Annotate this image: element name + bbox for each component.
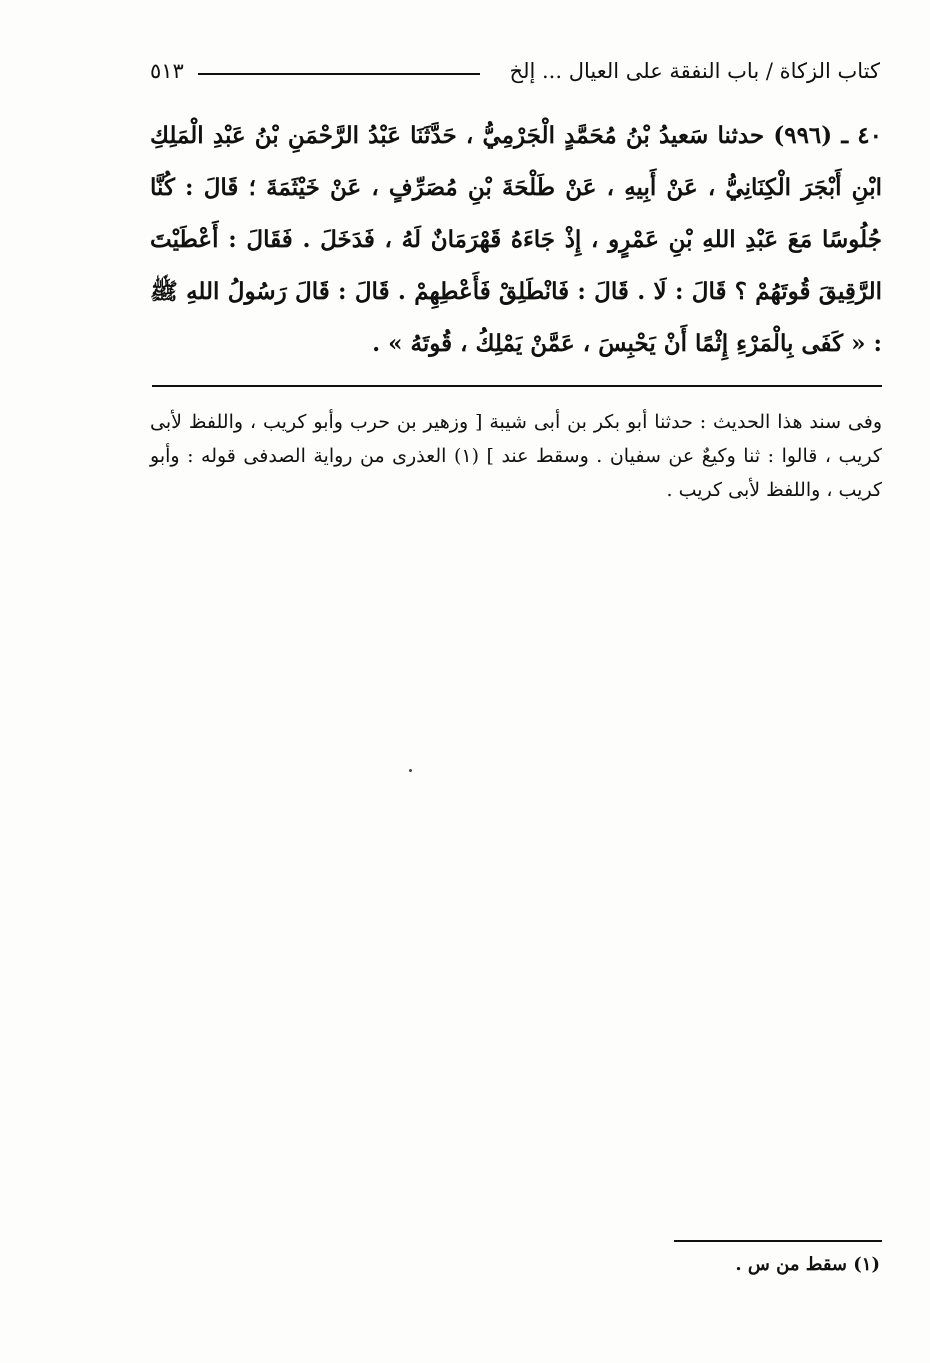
header-rule <box>198 73 480 75</box>
running-head: كتاب الزكاة / باب النفقة على العيال ... إلخ <box>509 59 880 83</box>
page-number: ٥١٣ <box>150 59 184 83</box>
page-header <box>150 56 880 88</box>
footnote-1: (١) سقط من س . <box>735 1254 880 1275</box>
stray-dot <box>409 769 412 772</box>
hadith-text: ٤٠ ـ (٩٩٦) حدثنا سَعيدُ بْنُ مُحَمَّدٍ الْجَرْمِيُّ ، حَدَّثَنَا عَبْدُ الرَّحْمَنِ بْنُ عَبْدِ الْمَلِكِ ابْنِ أَبْجَرَ الْكِنَانِيُّ ، عَنْ أَبِيهِ ، عَنْ طَلْحَةَ بْنِ مُصَرِّفٍ ، عَنْ خَيْثَمَةَ ؛ قَالَ : كُنَّا جُلُوسًا مَعَ عَبْدِ اللهِ بْنِ عَمْرٍو ، إِذْ جَاءَهُ قَهْرَمَانٌ لَهُ ، فَدَخَلَ . فَقَالَ : أَعْطَيْتَ الرَّقِيقَ قُوتَهُمْ ؟ قَالَ : لَا . قَالَ : فَانْطَلِقْ فَأَعْطِهِمْ . قَالَ : قَالَ رَسُولُ اللهِ ﷺ : « كَفَى بِالْمَرْءِ إِثْمًا أَنْ يَحْبِسَ ، عَمَّنْ يَمْلِكُ ، قُوتَهُ » . <box>150 122 882 357</box>
footnote-divider <box>674 1240 882 1242</box>
commentary-text: وفى سند هذا الحديث : حدثنا أبو بكر بن أبى شيبة [ وزهير بن حرب وأبو كريب ، واللفظ لأبى كريب ، قالوا : ثنا وكيعٌ عن سفيان . وسقط عند ] (١) العذرى من رواية الصدفى قوله : وأبو كريب ، واللفظ لأبى كريب . <box>150 411 882 501</box>
main-divider <box>152 385 882 387</box>
